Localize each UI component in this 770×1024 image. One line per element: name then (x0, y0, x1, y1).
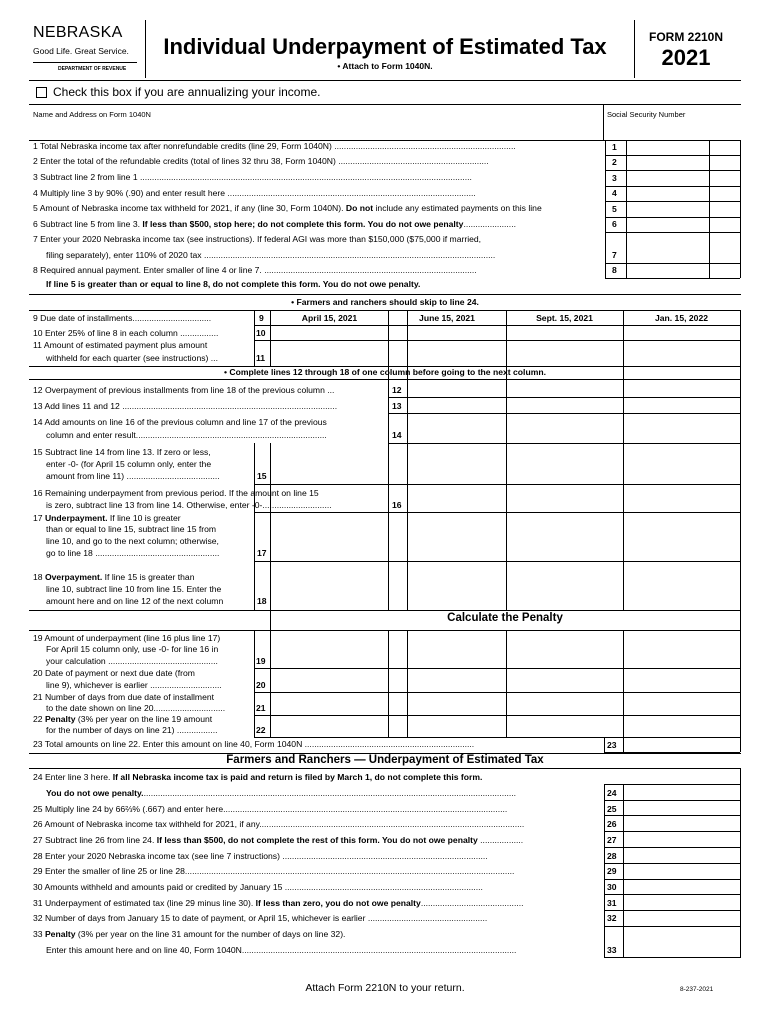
line-10-text: 10 Enter 25% of line 8 in each column ................ (33, 328, 219, 338)
due-date-jan: Jan. 15, 2022 (654, 313, 709, 323)
line-18-text: 18 Overpayment. If line 15 is greater than (33, 572, 195, 582)
line-num-7: 7 (612, 250, 617, 260)
line-num-12: 12 (392, 385, 402, 395)
line-20-text: 20 Date of payment or next due date (from (33, 668, 195, 678)
line-22-text: 22 Penalty (3% per year on the line 19 amount (33, 714, 213, 724)
line-20-text-2: line 9), whichever is earlier .............................. (46, 680, 222, 690)
line-num-3: 3 (612, 173, 617, 183)
line-num-4: 4 (612, 188, 617, 198)
line-17-text-4: go to line 18 .................................................... (46, 548, 220, 558)
line-22-text-2: for the number of days on line 21) ................. (46, 725, 218, 735)
line-17-text-3: line 10, and go to the next column; otherwise, (46, 536, 219, 546)
line-17-text: 17 Underpayment. If line 10 is greater (33, 513, 181, 523)
due-date-sep: Sept. 15, 2021 (536, 313, 593, 323)
name-address-label: Name and Address on Form 1040N (33, 110, 151, 119)
line-8-text: 8 Required annual payment. Enter smaller of line 4 or line 7. ......................................................................................... (33, 265, 477, 275)
line-11-text-cont: withheld for each quarter (see instructions) ... (46, 353, 218, 363)
farm-skip-note: • Farmers and ranchers should skip to line 24. (291, 297, 479, 307)
line-15-text: 15 Subtract line 14 from line 13. If zero or less, (33, 447, 211, 457)
line-2-input[interactable] (627, 156, 708, 169)
line-num-17: 17 (257, 548, 267, 558)
line-5-input[interactable] (627, 202, 708, 216)
line-6-text: 6 Subtract line 5 from line 3. If less than $500, stop here; do not complete this form. You do not owe penalty...................... (33, 219, 516, 229)
line-21-text: 21 Number of days from due date of installment (33, 692, 215, 702)
line-3-text: 3 Subtract line 2 from line 1 ........................................................................................................................................... (33, 172, 472, 182)
line-19-text-3: your calculation .............................................. (46, 656, 218, 666)
line-14-text-cont: column and enter result................................................................................ (46, 430, 327, 440)
line-1-input[interactable] (627, 141, 708, 154)
line-num-23: 23 (607, 740, 617, 750)
line-num-27: 27 (607, 835, 617, 845)
line-33-text-cont: Enter this amount here and on line 40, Form 1040N................................................................................................................... (46, 945, 517, 955)
line-num-32: 32 (607, 913, 617, 923)
line-4-text: 4 Multiply line 3 by 90% (.90) and enter result here ........................................................................................................ (33, 188, 476, 198)
line-num-1: 1 (612, 142, 617, 152)
logo (33, 24, 137, 76)
line-21-text-2: to the date shown on line 20.............................. (46, 703, 226, 713)
line-8-note: If line 5 is greater than or equal to line 8, do not complete this form. You do not owe penalty. (46, 279, 421, 289)
line-7-text: 7 Enter your 2020 Nebraska income tax (see instructions). If federal AGI was more than $150,000 ($75,000 if married, (33, 234, 482, 244)
line-num-30: 30 (607, 882, 617, 892)
line-33-text: 33 Penalty (3% per year on the line 31 amount for the number of days on line 32). (33, 929, 346, 939)
line-num-20: 20 (256, 680, 266, 690)
line-28-text: 28 Enter your 2020 Nebraska income tax (see line 7 instructions) ...................................................................................... (33, 851, 488, 861)
line-16-text: 16 Remaining underpayment from previous period. If the amount on line 15 (33, 488, 319, 498)
line-num-24: 24 (607, 788, 617, 798)
line-9-text: 9 Due date of installments................................. (33, 313, 212, 323)
line-num-10: 10 (256, 328, 266, 338)
line-25-text: 25 Multiply line 24 by 66⅔% (.667) and enter here....................................................................................................................... (33, 804, 508, 814)
logo-tagline: Good Life. Great Service. (33, 46, 129, 56)
line-29-text: 29 Enter the smaller of line 25 or line 28.......................................................................................................................................... (33, 866, 515, 876)
due-date-jun: June 15, 2021 (419, 313, 475, 323)
line-num-6: 6 (612, 219, 617, 229)
logo-dept: DEPARTMENT OF REVENUE (58, 66, 127, 72)
line-num-16: 16 (392, 500, 402, 510)
line-14-text: 14 Add amounts on line 16 of the previous column and line 17 of the previous (33, 417, 327, 427)
line-num-2: 2 (612, 157, 617, 167)
line-4-input[interactable] (627, 187, 708, 200)
ssn-field[interactable] (606, 120, 740, 138)
footer-attach-note: Attach Form 2210N to your return. (305, 982, 465, 994)
line-num-33: 33 (607, 945, 617, 955)
line-num-15: 15 (257, 471, 267, 481)
line-27-text: 27 Subtract line 26 from line 24. If less than $500, do not complete the rest of this form. You do not owe penalty .................. (33, 835, 524, 845)
logo-state: NEBRASKA (33, 24, 123, 41)
line-5-text: 5 Amount of Nebraska income tax withheld for 2021, if any (line 30, Form 1040N). Do not include any estimated payments on this line (33, 203, 542, 213)
line-num-14: 14 (392, 430, 402, 440)
line-32-text: 32 Number of days from January 15 to date of payment, or April 15, whichever is earlier .................................................. (33, 913, 488, 923)
line-6-input[interactable] (627, 218, 708, 231)
line-16-text-cont: is zero, subtract line 13 from line 14. Otherwise, enter -0-............................. (46, 500, 332, 510)
line-8-input[interactable] (627, 264, 708, 277)
line-num-26: 26 (607, 819, 617, 829)
line-11-text: 11 Amount of estimated payment plus amount (33, 340, 208, 350)
line-23-text: 23 Total amounts on line 22. Enter this amount on line 40, Form 1040N ....................................................................... (33, 739, 475, 749)
line-num-25: 25 (607, 804, 617, 814)
line-2-text: 2 Enter the total of the refundable credits (total of lines 32 thru 38, Form 1040N) ............................................................... (33, 156, 489, 166)
line-19-text-2: For April 15 column only, use -0- for line 16 in (46, 644, 219, 654)
line-13-text: 13 Add lines 11 and 12 .......................................................................................... (33, 401, 338, 411)
line-num-21: 21 (256, 703, 266, 713)
farm-section-title: Farmers and Ranchers — Underpayment of Estimated Tax (226, 754, 544, 766)
name-address-field[interactable] (31, 120, 603, 138)
line-26-text: 26 Amount of Nebraska income tax withheld for 2021, if any............................................................................................................... (33, 819, 525, 829)
tax-year: 2021 (661, 45, 711, 70)
line-18-text-2: line 10, subtract line 10 from line 15. Enter the (46, 584, 222, 594)
line-num-29: 29 (607, 866, 617, 876)
line-17-text-2: than or equal to line 15, subtract line 15 from (46, 524, 217, 534)
line-num-8: 8 (612, 265, 617, 275)
line-7-input[interactable] (627, 248, 708, 262)
line-num-31: 31 (607, 898, 617, 908)
line-31-text: 31 Underpayment of estimated tax (line 29 minus line 30). If less than zero, you do not owe penalty........................................... (33, 898, 524, 908)
line-num-19: 19 (256, 656, 266, 666)
line-30-text: 30 Amounts withheld and amounts paid or credited by January 15 ................................................................................... (33, 882, 483, 892)
attach-note: • Attach to Form 1040N. (337, 61, 433, 71)
line-num-11: 11 (256, 353, 266, 363)
line-15-text-3: amount from line 11) ....................................... (46, 471, 220, 481)
line-3-input[interactable] (627, 171, 708, 185)
line-num-22: 22 (256, 725, 266, 735)
line-num-18: 18 (257, 596, 267, 606)
line-num-28: 28 (607, 851, 617, 861)
annualize-checkbox[interactable] (36, 87, 47, 98)
line-19-text: 19 Amount of underpayment (line 16 plus line 17) (33, 633, 221, 643)
line-12-text: 12 Overpayment of previous installments from line 18 of the previous column ... (33, 385, 335, 395)
due-date-apr: April 15, 2021 (301, 313, 358, 323)
line-num-13: 13 (392, 401, 402, 411)
line-num-5: 5 (612, 204, 617, 214)
complete-lines-note: • Complete lines 12 through 18 of one column before going to the next column. (224, 367, 546, 377)
annualize-label: Check this box if you are annualizing your income. (53, 85, 321, 99)
form-number: FORM 2210N (648, 30, 724, 44)
line-24-text: 24 Enter line 3 here. If all Nebraska income tax is paid and return is filed by March 1, do not complete this form. (33, 772, 483, 782)
form-code: 8-237-2021 (680, 986, 714, 993)
line-15-text-2: enter -0- (for April 15 column only, enter the (46, 459, 212, 469)
ssn-label: Social Security Number (607, 110, 686, 119)
penalty-section-title: Calculate the Penalty (447, 612, 563, 624)
line-18-text-3: amount here and on line 12 of the next column (46, 596, 224, 606)
line-7-text-cont: filing separately), enter 110% of 2020 tax .......................................................................................................................... (46, 250, 496, 260)
line-24-text-cont: You do not owe penalty............................................................................................................................................................. (46, 788, 517, 798)
line-1-text: 1 Total Nebraska income tax after nonrefundable credits (line 29, Form 1040N) ............................................................................ (33, 141, 516, 151)
form-title: Individual Underpayment of Estimated Tax (163, 34, 607, 59)
line-num-9: 9 (259, 313, 264, 323)
